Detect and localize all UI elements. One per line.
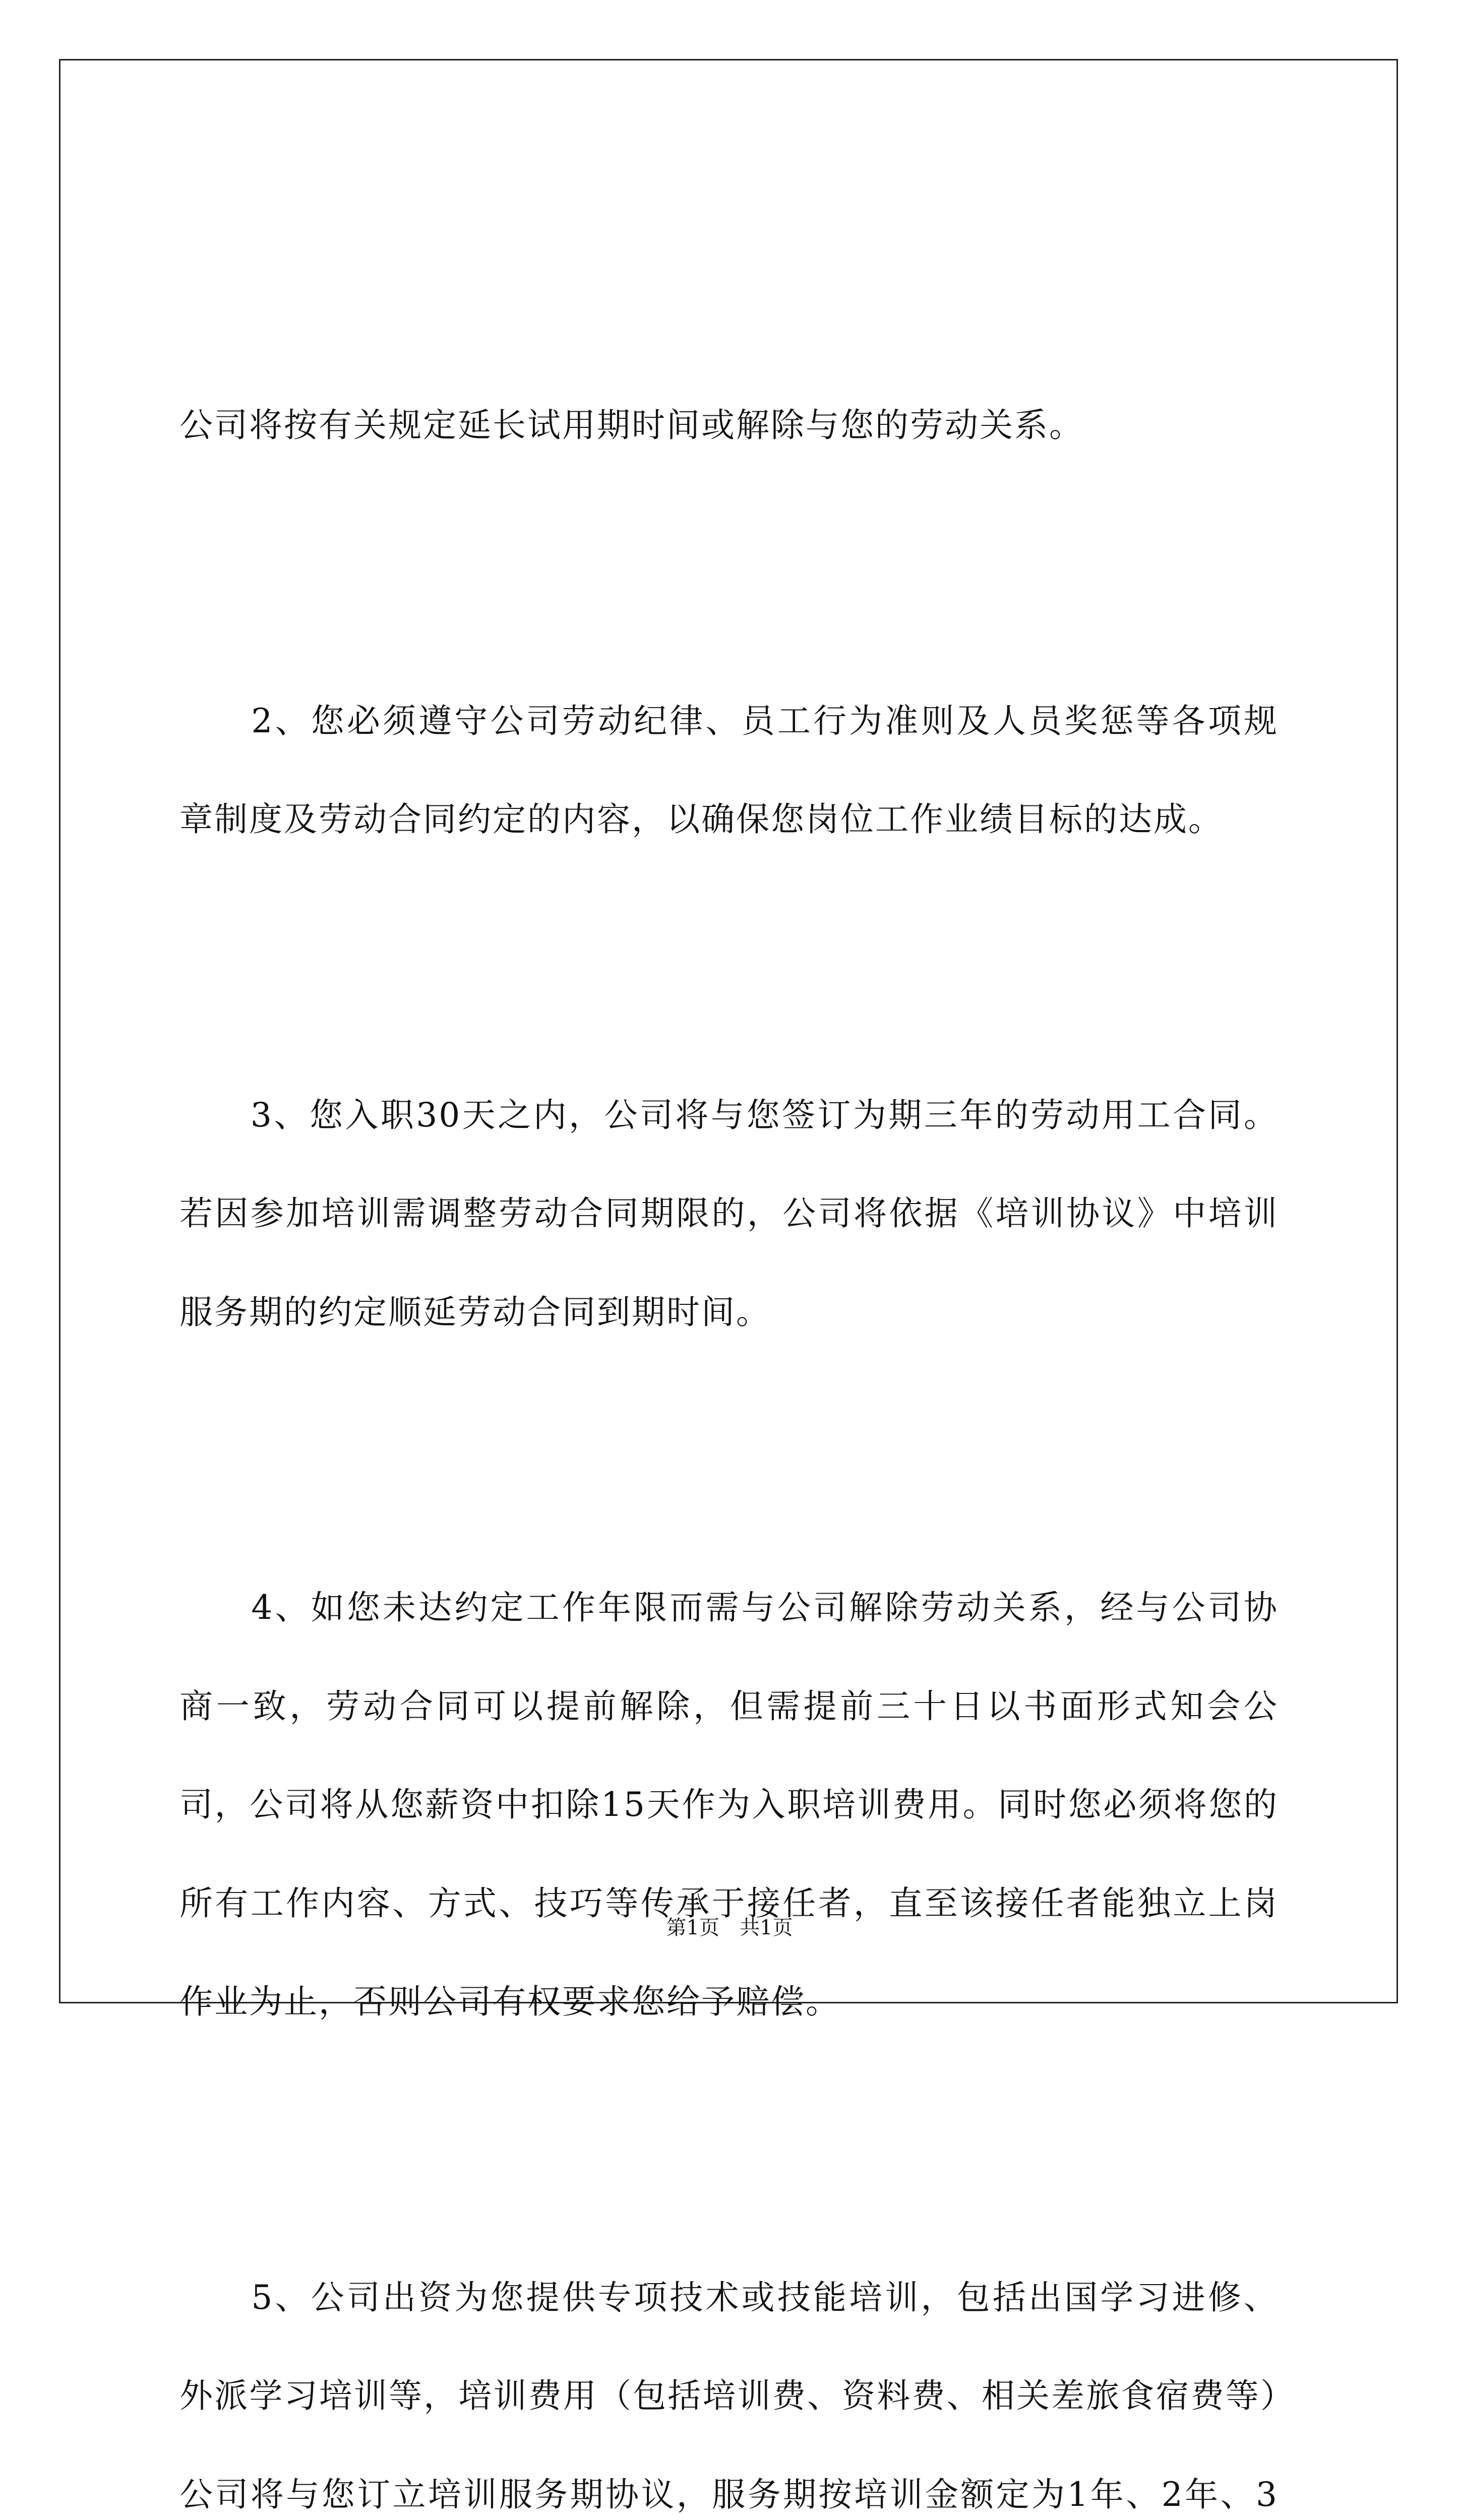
paragraph-3: 3、您入职30天之内，公司将与您签订为期三年的劳动用工合同。若因参加培训需调整劳动合同期限的，公司将依据《培训协议》中培训服务期的约定顺延劳动合同到期时间。 bbox=[179, 1066, 1279, 1362]
paragraph-1: 公司将按有关规定延长试用期时间或解除与您的劳动关系。 bbox=[179, 376, 1279, 475]
paragraph-2: 2、您必须遵守公司劳动纪律、员工行为准则及人员奖惩等各项规章制度及劳动合同约定的内容，以确保您岗位工作业绩目标的达成。 bbox=[179, 672, 1279, 869]
page-number-footer: 第1页 共1页 bbox=[0, 1915, 1459, 1940]
paragraph-5: 5、公司出资为您提供专项技术或技能培训，包括出国学习进修、外派学习培训等，培训费用（包括培训费、资料费、相关差旅食宿费等）公司将与您订立培训服务期协议，服务期按培训金额定为1年、2年、3 bbox=[179, 2248, 1279, 2520]
paragraph-4: 4、如您未达约定工作年限而需与公司解除劳动关系，经与公司协商一致，劳动合同可以提前解除，但需提前三十日以书面形式知会公司，公司将从您薪资中扣除15天作为入职培训费用。同时您必须将您的所有工作内容、方式、技巧等传承于接任者，直至该接任者能独立上岗作业为止，否则公司有权要求您给予赔偿。 bbox=[179, 1558, 1279, 2051]
document-body bbox=[179, 179, 1279, 2520]
